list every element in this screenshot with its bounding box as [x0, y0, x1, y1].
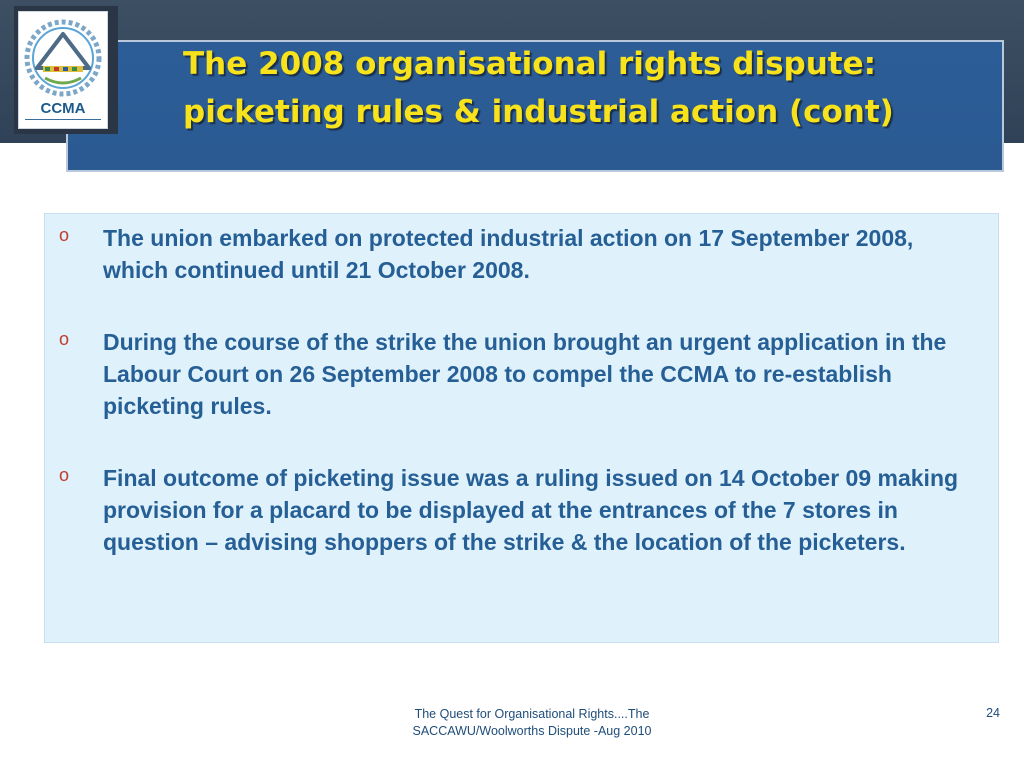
ccma-logo	[18, 11, 108, 129]
bullet-marker: o	[59, 225, 70, 245]
logo-underline	[25, 119, 101, 124]
bullet-text: The union embarked on protected industrial action on 17 September 2008, which continued until 21 October 2008.	[103, 225, 914, 283]
page-number: 24	[986, 706, 1000, 720]
slide-title: The 2008 organisational rights dispute: picketing rules & industrial action (cont)	[183, 46, 894, 130]
content-panel	[44, 213, 999, 643]
bullet-text: Final outcome of picketing issue was a ruling issued on 14 October 09 making provision for a placard to be displayed at the entrances of the 7 stores in question – advising shoppers of the strike & the location of the picketers.	[103, 465, 959, 555]
footer-line: SACCAWU/Woolworths Dispute -Aug 2010	[412, 724, 652, 738]
bullet-marker: o	[59, 329, 70, 349]
slide-footer	[372, 706, 692, 740]
footer-line: The Quest for Organisational Rights....The	[414, 707, 650, 721]
ccma-logo-icon	[23, 18, 103, 100]
logo-text: CCMA	[40, 100, 86, 117]
bullet-marker: o	[59, 465, 70, 485]
bullet-text: During the course of the strike the union brought an urgent application in the Labour Court on 26 September 2008 to compel the CCMA to re-establish picketing rules.	[103, 329, 947, 419]
